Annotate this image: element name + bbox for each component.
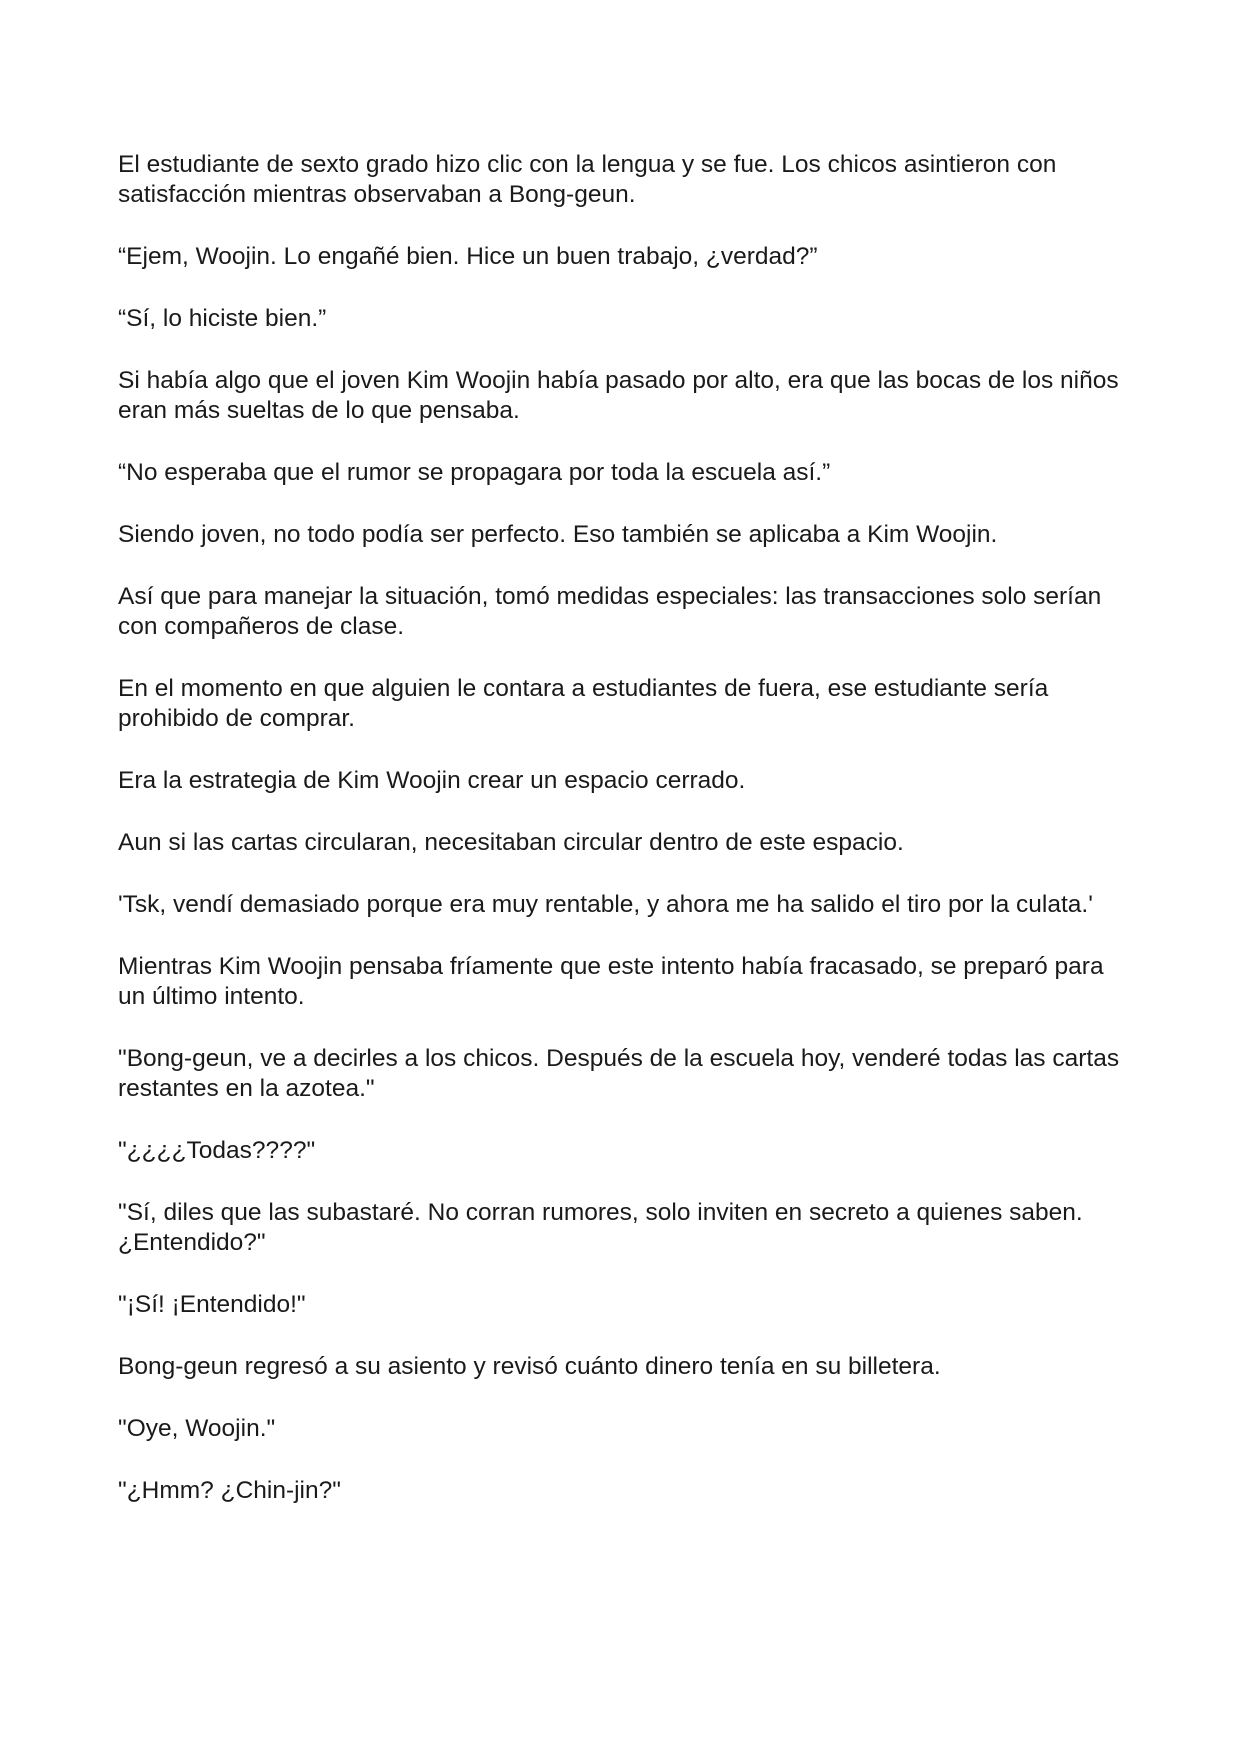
paragraph: “No esperaba que el rumor se propagara por toda la escuela así.” <box>118 459 831 486</box>
paragraph: En el momento en que alguien le contara a estudiantes de fuera, ese estudiante sería prohibido de comprar. <box>118 675 1049 732</box>
paragraph: "¿¿¿¿Todas????" <box>118 1137 316 1164</box>
paragraph: "Bong-geun, ve a decirles a los chicos. Después de la escuela hoy, venderé todas las cartas restantes en la azotea." <box>118 1045 1120 1102</box>
paragraph: Bong-geun regresó a su asiento y revisó cuánto dinero tenía en su billetera. <box>118 1353 941 1380</box>
paragraph: Siendo joven, no todo podía ser perfecto. Eso también se aplicaba a Kim Woojin. <box>118 521 998 548</box>
paragraph: 'Tsk, vendí demasiado porque era muy rentable, y ahora me ha salido el tiro por la culata.' <box>118 891 1093 918</box>
paragraph: “Sí, lo hiciste bien.” <box>118 305 327 332</box>
document-body <box>118 150 1128 1538</box>
paragraph: Mientras Kim Woojin pensaba fríamente que este intento había fracasado, se preparó para un último intento. <box>118 953 1104 1010</box>
paragraph: El estudiante de sexto grado hizo clic con la lengua y se fue. Los chicos asintieron con satisfacción mientras observaban a Bong-geun. <box>118 151 1057 208</box>
paragraph: Si había algo que el joven Kim Woojin había pasado por alto, era que las bocas de los niños eran más sueltas de lo que pensaba. <box>118 367 1119 424</box>
paragraph: "Oye, Woojin." <box>118 1415 276 1442</box>
paragraph: "¡Sí! ¡Entendido!" <box>118 1291 306 1318</box>
paragraph: "¿Hmm? ¿Chin-jin?" <box>118 1477 341 1504</box>
paragraph: Aun si las cartas circularan, necesitaban circular dentro de este espacio. <box>118 829 904 856</box>
paragraph: "Sí, diles que las subastaré. No corran rumores, solo inviten en secreto a quienes saben. ¿Entendido?" <box>118 1199 1083 1256</box>
paragraph: Así que para manejar la situación, tomó medidas especiales: las transacciones solo serían con compañeros de clase. <box>118 583 1102 640</box>
paragraph: “Ejem, Woojin. Lo engañé bien. Hice un buen trabajo, ¿verdad?” <box>118 243 818 270</box>
paragraph: Era la estrategia de Kim Woojin crear un espacio cerrado. <box>118 767 746 794</box>
